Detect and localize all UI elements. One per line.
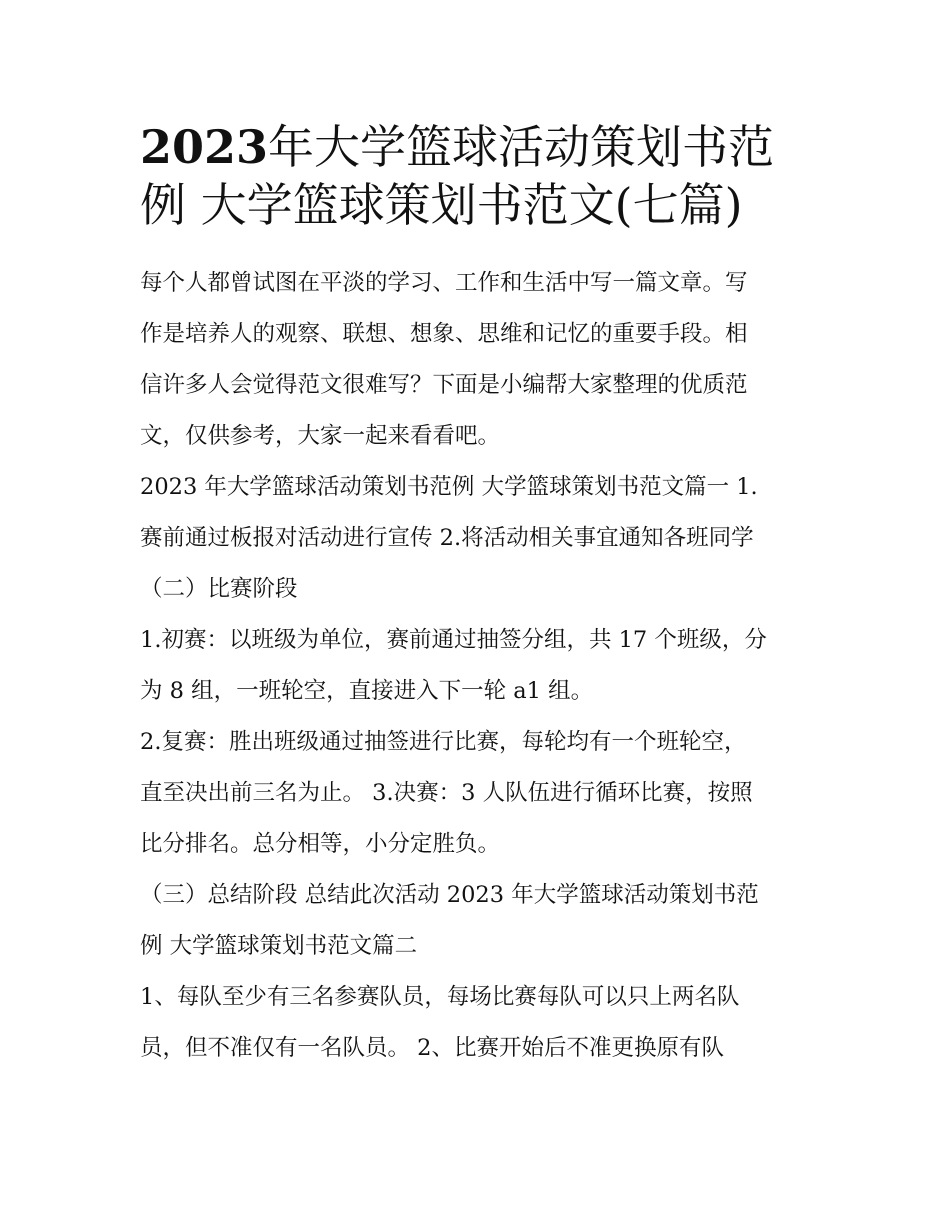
title-line-2 bbox=[140, 176, 812, 234]
document-title bbox=[140, 118, 812, 234]
title-text: 例 大学篮球策划书范文(七篇) bbox=[140, 178, 743, 232]
text-line: 1.初赛：以班级为单位，赛前通过抽签分组，共 17 个班级，分 bbox=[140, 627, 767, 653]
text-line: 2023 年大学篮球活动策划书范例 大学篮球策划书范文篇一 1. bbox=[140, 474, 758, 500]
title-text: 年大学篮球活动策划书范 bbox=[268, 120, 775, 174]
document-body bbox=[140, 258, 812, 1074]
paragraph-summary bbox=[140, 870, 812, 972]
text-line: （二）比赛阶段 bbox=[140, 576, 298, 602]
text-line: 比分排名。总分相等，小分定胜负。 bbox=[140, 831, 501, 857]
paragraph-stage-heading bbox=[140, 564, 812, 615]
paragraph-preliminary bbox=[140, 615, 812, 717]
paragraph-rules bbox=[140, 972, 812, 1074]
document-page bbox=[140, 118, 812, 1074]
paragraph-section-1 bbox=[140, 462, 812, 564]
text-line: 2.复赛：胜出班级通过抽签进行比赛，每轮均有一个班轮空， bbox=[140, 729, 747, 755]
text-line: 例 大学篮球策划书范文篇二 bbox=[140, 933, 418, 959]
text-line: 每个人都曾试图在平淡的学习、工作和生活中写一篇文章。写 bbox=[140, 270, 748, 296]
title-year: 2023 bbox=[140, 120, 269, 174]
paragraph-intro bbox=[140, 258, 812, 462]
text-line: 作是培养人的观察、联想、想象、思维和记忆的重要手段。相 bbox=[140, 321, 748, 347]
text-line: （三）总结阶段 总结此次活动 2023 年大学篮球活动策划书范 bbox=[140, 882, 759, 908]
text-line: 信许多人会觉得范文很难写？下面是小编帮大家整理的优质范 bbox=[140, 372, 748, 398]
text-line: 文，仅供参考，大家一起来看看吧。 bbox=[140, 423, 501, 449]
text-line: 1、每队至少有三名参赛队员，每场比赛每队可以只上两名队 bbox=[140, 984, 740, 1010]
title-line-1 bbox=[140, 118, 812, 176]
text-line: 为 8 组，一班轮空，直接进入下一轮 a1 组。 bbox=[140, 678, 594, 704]
text-line: 员，但不准仅有一名队员。 2、比赛开始后不准更换原有队 bbox=[140, 1035, 724, 1061]
paragraph-rematch bbox=[140, 717, 812, 870]
text-line: 直至决出前三名为止。 3.决赛：3 人队伍进行循环比赛，按照 bbox=[140, 780, 753, 806]
text-line: 赛前通过板报对活动进行宣传 2.将活动相关事宜通知各班同学 bbox=[140, 525, 754, 551]
